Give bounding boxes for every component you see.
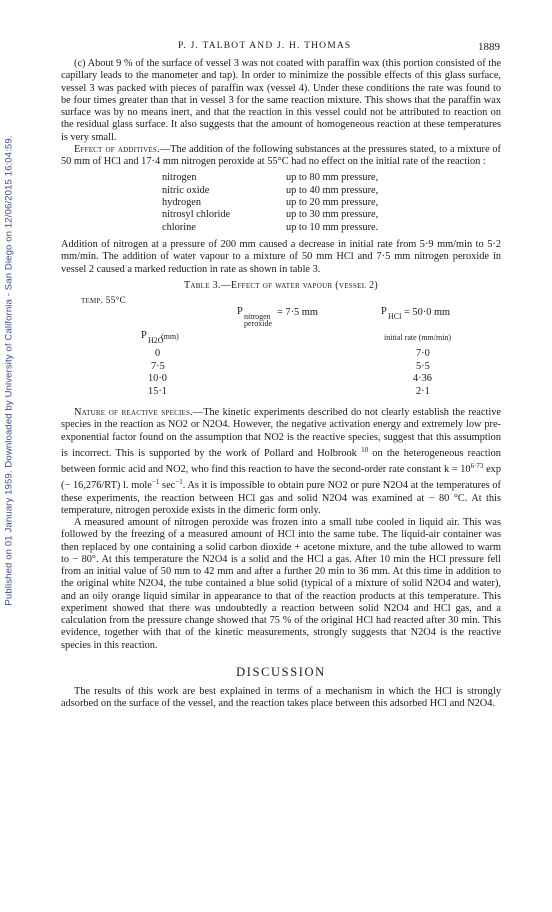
no2-sub-bottom: peroxide <box>244 319 272 329</box>
nature-text-2: on the heterogeneous reaction between formic acid and NO2, who find this reaction to have the second-order rate constant <box>61 447 501 476</box>
nature-text-3: . As it is impossible to obtain pure NO2 or pure N2O4 at the temperatures of these experiments, the reaction between HCl gas and solid N2O4 was examined at − 80 °C. At this temperature, nitrogen peroxide exists in the dimeric form only. <box>61 480 501 516</box>
additives-heading: Effect of additives. <box>74 143 160 155</box>
cell-p-h2o: 7·5 <box>151 360 165 372</box>
no2-pressure-value: = 7·5 mm <box>277 307 318 319</box>
nature-text-1: —The kinetic experiments described do not clearly establish the reactive species in the reaction as NO2 or N2O4. However, the negative activation energy and extremely low pre-exponential factor found on the assumption that NO2 is the reactive species, suggest that this assumption is incorrect. This is supported by the work of Pollard and Holbrook <box>61 407 501 459</box>
hcl-pressure-symbol: P <box>381 306 387 318</box>
substance: nitrogen <box>162 172 197 184</box>
hcl-sub: HCl <box>388 312 402 322</box>
cell-rate: 5·5 <box>416 360 430 372</box>
formula-rest: exp (− 16,276/RT) l. mole <box>61 464 501 492</box>
download-stamp: Published on 01 January 1959. Downloaded by University of California - San Diego on 12/06/2015 16:04:59. <box>3 134 15 606</box>
table-title: Table 3.—Effect of water vapour (vessel 2) <box>183 279 379 291</box>
additives-text: —The addition of the following substances at the pressures stated, to a mixture of 50 mm of HCl and 17·4 mm nitrogen peroxide at 55°C had no effect on the initial rate of the reaction : <box>61 143 502 167</box>
measured-paragraph: A measured amount of nitrogen peroxide was frozen into a small tube cooled in liquid air. This was followed by the freezing of a measured amount of HCl into the same tube. The liquid-air container was then replaced by one containing a solid carbon dioxide + acetone mixture, and the tube allowed to warm to − 80°. At this temperature the N2O4 is a solid and the HCl a gas. After 10 min the HCl pressure fell from an initial value of 50 mm to 42 mm and after a further 20 min to 36 mm. At this time in addition to the original white N2O4, the tube contained a blue solid (typical of a mixture of solid N2O4 and water), and an oily orange liquid similar in appearance to that of the reaction products at this temperature. This experiment showed that there was undoubtedly a reaction between solid N2O4 and HCl gas, and a calculation from the pressure change showed that 75 % of the original HCl had reacted after 30 min. This evidence, together with that of the kinetic measurements, strongly suggests that N2O4 is the reactive species in this reaction. <box>61 517 501 651</box>
cell-rate: 7·0 <box>416 348 430 360</box>
pressure-limit: up to 80 mm pressure, <box>286 172 379 184</box>
formula-exponent: 6·73 <box>470 462 484 471</box>
running-title: P. J. TALBOT AND J. H. THOMAS <box>178 41 352 51</box>
formula-mole-exponent: −1 <box>151 478 160 487</box>
table-3 <box>61 293 501 407</box>
list-item <box>61 222 501 234</box>
cell-p-h2o: 0 <box>155 348 161 360</box>
formula-k: k = 10 <box>444 464 471 476</box>
additives-followup: Addition of nitrogen at a pressure of 200 mm caused a decrease in initial rate from 5·9 mm/min to 5·2 mm/min. The addition of water vapour to a mixture of 50 mm HCl and 7·5 mm nitrogen peroxide in vessel 2 caused a marked reduction in rate as shown in table 3. <box>61 239 501 275</box>
additives-paragraph <box>61 144 501 169</box>
substance: nitrosyl chloride <box>162 209 231 221</box>
list-item <box>61 172 501 184</box>
reference-marker: 10 <box>361 445 369 454</box>
cell-p-h2o: 15·1 <box>148 385 167 397</box>
nature-paragraph <box>61 407 501 517</box>
col-h2o-unit: (mm) <box>161 332 179 342</box>
substance: hydrogen <box>162 197 202 209</box>
list-item <box>61 197 501 209</box>
page-number: 1889 <box>478 41 500 53</box>
cell-rate: 2·1 <box>416 385 430 397</box>
substance: chlorine <box>162 221 196 233</box>
list-item <box>61 185 501 197</box>
substance: nitric oxide <box>162 184 210 196</box>
list-item <box>61 209 501 221</box>
pressure-limit: up to 30 mm pressure, <box>286 209 379 221</box>
article-body <box>61 58 501 711</box>
no2-sub-top: nitrogen <box>244 312 271 322</box>
hcl-pressure-value: = 50·0 mm <box>404 307 451 319</box>
additives-list <box>61 172 501 234</box>
temp-label: temp. 55°C <box>81 296 127 307</box>
running-header <box>60 41 500 55</box>
nature-heading: Nature of reactive species. <box>74 407 193 419</box>
pressure-limit: up to 10 mm pressure. <box>286 221 379 233</box>
pressure-limit: up to 40 mm pressure, <box>286 184 379 196</box>
col-rate-header: initial rate (mm/min) <box>384 333 452 343</box>
no2-pressure-symbol: P <box>237 306 243 318</box>
paragraph-c: (c) About 9 % of the surface of vessel 3 was not coated with paraffin wax (this portion consisted of the capillary leads to the manometer and tap). In order to minimize the possible effects of this glass surface, vessel 3 was packed with pieces of paraffin wax (vessel 4). Under these conditions the rate was found to be four times greater than that in vessel 3 for the same reaction mixture. This shows that the paraffin wax surface was by no means inert, and that the reaction in this vessel could not be attributed to reaction on the residual glass surface. It also suggests that the amount of homogeneous reaction at these temperatures is very small. <box>61 58 501 143</box>
col-h2o-sub: H2O <box>148 336 164 346</box>
discussion-paragraph: The results of this work are best explained in terms of a mechanism in which the HCl is strongly adsorbed on the surface of the vessel, and the reaction takes place between this adsorbed HCl and N2O4. <box>61 686 501 710</box>
cell-p-h2o: 10·0 <box>148 373 167 385</box>
cell-rate: 4·36 <box>413 373 432 385</box>
formula-sec: sec <box>162 480 176 492</box>
col-h2o-symbol: P <box>141 330 147 342</box>
formula-sec-exponent: −1 <box>175 478 183 487</box>
pressure-limit: up to 20 mm pressure, <box>286 197 379 209</box>
discussion-heading: DISCUSSION <box>236 664 326 679</box>
